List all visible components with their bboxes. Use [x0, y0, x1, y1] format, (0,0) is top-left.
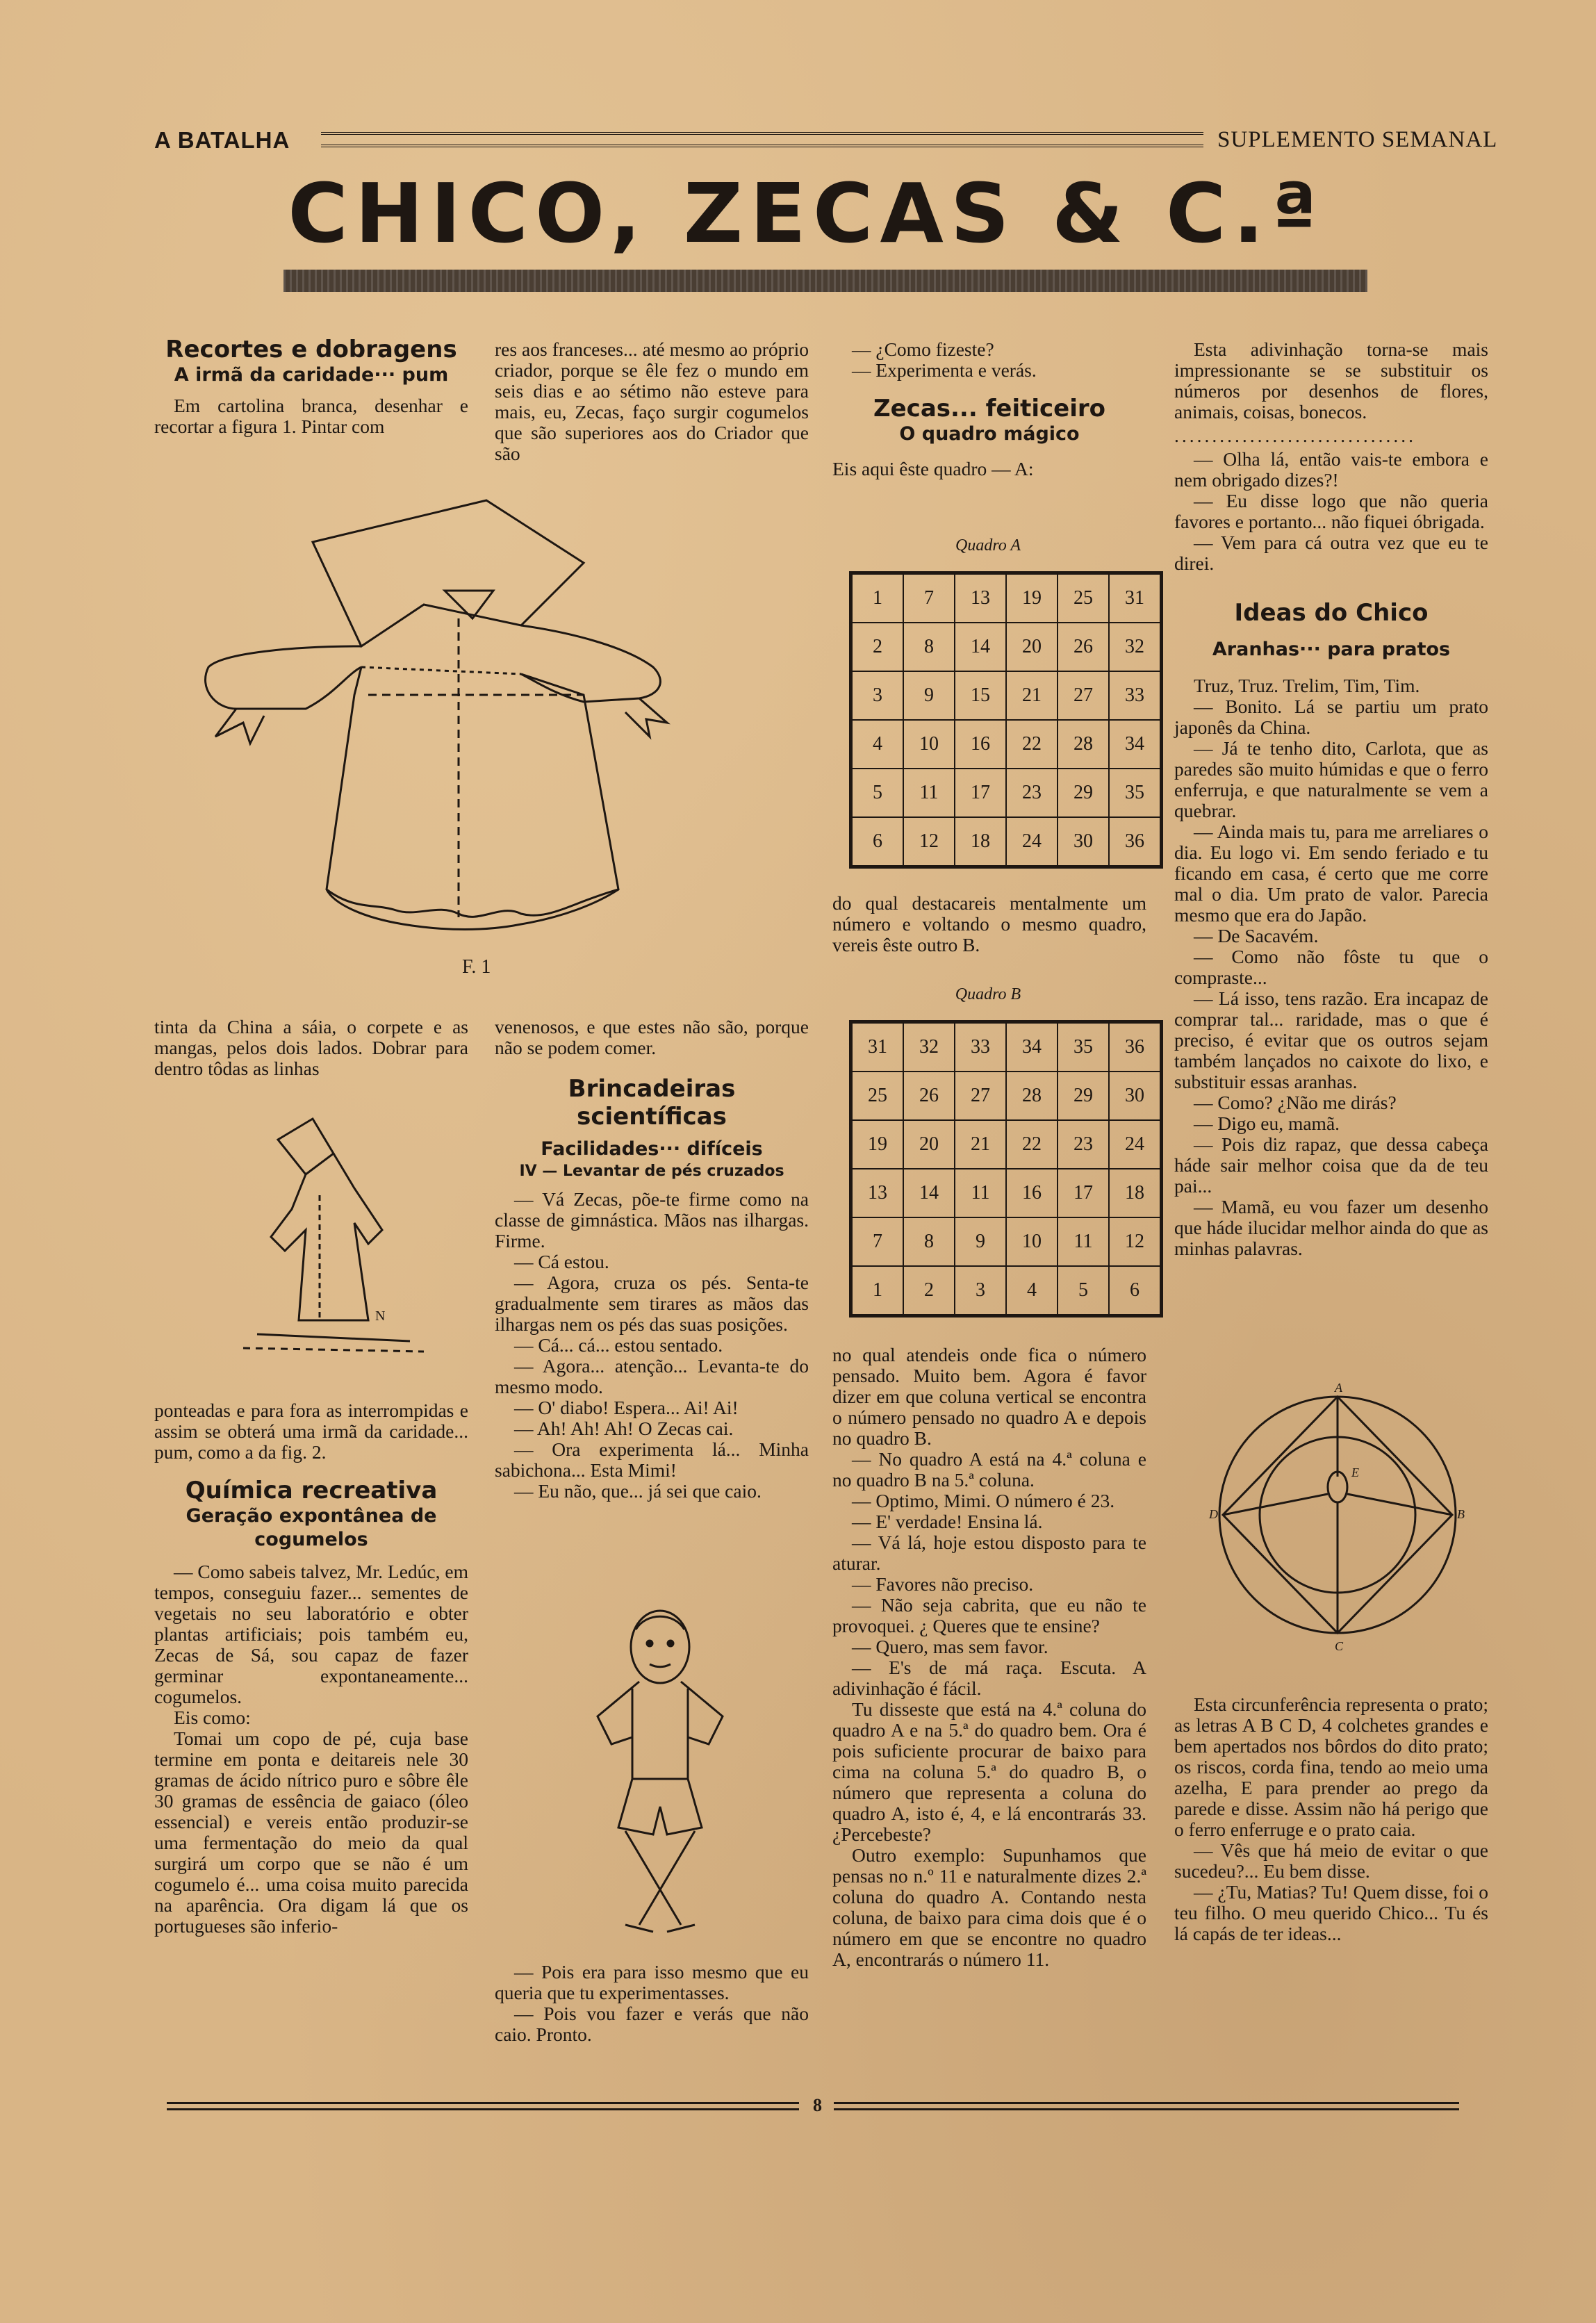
page-title: CHICO, ZECAS & C.ª [288, 165, 1324, 261]
table-cell: 24 [1109, 1120, 1162, 1169]
table-cell: 3 [851, 671, 904, 720]
column-4-bottom [1174, 1694, 1488, 1944]
dialog-line: — E' verdade! Ensina lá. [852, 1511, 1043, 1532]
table-cell: 1 [851, 1266, 904, 1316]
table-row [851, 1022, 1162, 1072]
table-b-caption: Quadro B [955, 985, 1021, 1003]
table-row [851, 1266, 1162, 1316]
table-cell: 28 [1058, 720, 1109, 769]
dialog-line: — ¿Como fizeste? [852, 338, 994, 360]
table-cell: 12 [903, 817, 955, 867]
table-cell: 34 [1006, 1022, 1058, 1072]
subheading-geracao: Geração expontânea de cogumelos [186, 1505, 437, 1550]
dialog-line: Truz, Truz. Trelim, Tim, Tim. [1194, 675, 1420, 696]
figure-1-label: F. 1 [462, 956, 491, 978]
table-cell: 35 [1058, 1022, 1109, 1072]
table-cell: 2 [903, 1266, 955, 1316]
table-cell: 30 [1109, 1072, 1162, 1120]
title-bar [283, 270, 1367, 292]
table-cell: 4 [1006, 1266, 1058, 1316]
table-cell: 32 [1109, 623, 1162, 671]
column-3-mid [832, 893, 1146, 955]
table-cell: 13 [851, 1169, 904, 1217]
dialog-line: — O' diabo! Espera... Ai! Ai! [514, 1397, 739, 1418]
table-cell: 23 [1006, 769, 1058, 817]
table-cell: 33 [955, 1022, 1006, 1072]
diagram-label-c: C [1335, 1639, 1344, 1653]
table-cell: 11 [903, 769, 955, 817]
dialog-line: — Agora... atenção... Levanta-te do mesmo modo. [495, 1355, 809, 1397]
table-row [851, 623, 1162, 671]
figure-1-pattern [195, 486, 750, 1001]
table-cell: 16 [1006, 1169, 1058, 1217]
table-cell: 6 [1109, 1266, 1162, 1316]
subheading-aranhas: Aranhas··· para pratos [1212, 639, 1451, 660]
dialog-line: — Experimenta e verás. [852, 359, 1037, 381]
table-cell: 6 [851, 817, 904, 867]
dialog-line: — Cá estou. [514, 1251, 609, 1272]
column-2-mid [495, 1017, 809, 1502]
masthead-left: A BATALHA [154, 127, 290, 153]
table-cell: 7 [903, 573, 955, 623]
table-cell: 25 [851, 1072, 904, 1120]
dialog-line: — Bonito. Lá se partiu um prato japonês da China. [1174, 696, 1488, 738]
dialog-line: — Não seja cabrita, que eu não te provoquei. ¿ Queres que te ensine? [832, 1594, 1146, 1636]
paragraph: ponteadas e para fora as interrompidas e assim se obterá uma irmã da caridade... pum, como a da fig. 2. [154, 1399, 468, 1463]
subheading-facilidades: Facilidades··· difíceis [541, 1138, 763, 1160]
table-cell: 5 [851, 769, 904, 817]
table-cell: 30 [1058, 817, 1109, 867]
plate-diagram [1206, 1372, 1470, 1657]
page-number: 8 [813, 2095, 822, 2115]
diagram-label-e: E [1351, 1466, 1359, 1479]
paragraph: Outro exemplo: Supunhamos que pensas no n.º 11 e naturalmente dizes 2.ª coluna do quadro A. Contando nesta coluna, de baixo para cima dois que é o número em que se encontre no quadro A, encontrarás o número 11. [832, 1844, 1146, 1970]
table-cell: 22 [1006, 1120, 1058, 1169]
table-cell: 31 [1109, 573, 1162, 623]
paragraph: Tomai um copo de pé, cuja base termine em ponta e deitareis nele 30 gramas de ácido nítrico puro e sôbre êle 30 gramas de essência de gaiaco (óleo essencial) e vereis então produzir-se uma fermentação do meio da qual surgirá um corpo que se não é um cogumelo é... uma coisa muito parecida na aparência. Ora digam lá que os portugueses são inferio- [154, 1727, 468, 1937]
diagram-label-a: A [1335, 1381, 1342, 1395]
paragraph: Esta adivinhação torna-se mais impressionante se se substituir os números por desenhos de flores, animais, coisas, bonecos. [1174, 338, 1488, 422]
table-cell: 34 [1109, 720, 1162, 769]
dialog-line: — Olha lá, então vais-te embora e nem obrigado dizes?! [1174, 448, 1488, 491]
table-cell: 2 [851, 623, 904, 671]
dialog-line: — Lá isso, tens razão. Era incapaz de comprar tal... raridade, mas o que é preciso, é evitar que os outros sejam também lançados no caixote do lixo, e substituir essas aranhas. [1174, 987, 1488, 1092]
table-row [851, 1169, 1162, 1217]
column-1c [154, 1400, 468, 1937]
table-cell: 33 [1109, 671, 1162, 720]
dialog-line: — Vem para cá outra vez que eu te direi. [1174, 532, 1488, 574]
table-cell: 35 [1109, 769, 1162, 817]
figure-2-sister [229, 1112, 438, 1362]
dialog-line: — Favores não preciso. [852, 1573, 1034, 1595]
table-row [851, 671, 1162, 720]
table-cell: 23 [1058, 1120, 1109, 1169]
table-cell: 4 [851, 720, 904, 769]
table-cell: 17 [1058, 1169, 1109, 1217]
dialog-line: — No quadro A está na 4.ª coluna e no quadro B na 5.ª coluna. [832, 1448, 1146, 1491]
table-row [851, 720, 1162, 769]
dialog-line: — Pois vou fazer e verás que não caio. Pronto. [495, 2003, 809, 2045]
table-row [851, 1120, 1162, 1169]
heading-zecas-feiticeiro: Zecas... feiticeiro [873, 395, 1106, 422]
dialog-line: — Já te tenho dito, Carlota, que as paredes são muito húmidas e que o ferro enferruja, e que naturalmente se vem a quebrar. [1174, 737, 1488, 821]
table-cell: 9 [955, 1217, 1006, 1266]
table-cell: 12 [1109, 1217, 1162, 1266]
table-cell: 31 [851, 1022, 904, 1072]
table-cell: 7 [851, 1217, 904, 1266]
heading-quimica: Química recreativa [185, 1477, 438, 1504]
table-cell: 11 [1058, 1217, 1109, 1266]
dialog-line: — Pois era para isso mesmo que eu queria que tu experimentasses. [495, 1961, 809, 2003]
header-rule [321, 132, 1203, 147]
dialog-line: — Ah! Ah! Ah! O Zecas cai. [514, 1418, 734, 1439]
paragraph: Eis aqui êste quadro — A: [832, 458, 1034, 479]
paragraph: tinta da China a sáia, o corpete e as mangas, pelos dois lados. Dobrar para dentro tôdas as linhas [154, 1016, 468, 1079]
magic-square-b [849, 1020, 1163, 1318]
diagram-label-b: B [1457, 1507, 1465, 1521]
table-cell: 26 [1058, 623, 1109, 671]
dialog-line: — Como? ¿Não me dirás? [1194, 1092, 1397, 1113]
table-cell: 27 [955, 1072, 1006, 1120]
paragraph: no qual atendeis onde fica o número pensado. Muito bem. Agora é favor dizer em que coluna vertical se encontra o número pensado no quadro A e depois no quadro B. [832, 1344, 1146, 1449]
table-row [851, 817, 1162, 867]
paragraph: Eis como: [174, 1707, 251, 1728]
masthead-right: SUPLEMENTO SEMANAL [1217, 127, 1498, 152]
table-cell: 26 [903, 1072, 955, 1120]
paragraph: do qual destacareis mentalmente um número e voltando o mesmo quadro, vereis êste outro B. [832, 892, 1146, 955]
column-3-bottom [832, 1345, 1146, 1970]
footer-rule-right [834, 2102, 1459, 2110]
table-cell: 8 [903, 623, 955, 671]
figure-2-label: N [375, 1308, 386, 1324]
table-cell: 14 [903, 1169, 955, 1217]
table-cell: 24 [1006, 817, 1058, 867]
table-cell: 28 [1006, 1072, 1058, 1120]
dialog-line: — Quero, mas sem favor. [852, 1636, 1048, 1657]
subheading-levantar: IV — Levantar de pés cruzados [519, 1163, 784, 1180]
footer-rule-left [167, 2102, 799, 2110]
dialog-line: — Vá lá, hoje estou disposto para te aturar. [832, 1532, 1146, 1574]
table-row [851, 769, 1162, 817]
table-cell: 29 [1058, 769, 1109, 817]
dialog-line: — Agora, cruza os pés. Senta-te gradualmente sem tirares as mãos das ilhargas nem os pés das suas posições. [495, 1272, 809, 1335]
dialog-line: — Vá Zecas, põe-te firme como na classe de gimnástica. Mãos nas ilhargas. Firme. [495, 1188, 809, 1251]
table-cell: 1 [851, 573, 904, 623]
table-a-caption: Quadro A [955, 536, 1021, 555]
table-cell: 10 [1006, 1217, 1058, 1266]
table-cell: 21 [955, 1120, 1006, 1169]
table-cell: 19 [1006, 573, 1058, 623]
dialog-line: — Eu disse logo que não queria favores e portanto... não fiquei óbrigada. [1174, 490, 1488, 532]
table-cell: 18 [1109, 1169, 1162, 1217]
subheading-irma: A irmã da caridade··· pum [174, 364, 449, 386]
column-4-top [1174, 339, 1488, 1259]
heading-brincadeiras: Brincadeiras scientíficas [568, 1075, 736, 1131]
table-cell: 14 [955, 623, 1006, 671]
table-cell: 8 [903, 1217, 955, 1266]
table-cell: 32 [903, 1022, 955, 1072]
paragraph: res aos franceses... até mesmo ao próprio criador, porque se êle fez o mundo em seis dias e ao sétimo não esteve para mais, eu, Zecas, faço surgir cogumelos que são superiores aos do Criador que são [495, 338, 809, 464]
table-row [851, 1072, 1162, 1120]
table-cell: 19 [851, 1120, 904, 1169]
table-cell: 5 [1058, 1266, 1109, 1316]
column-2-top [495, 339, 809, 464]
paragraph: Tu disseste que está na 4.ª coluna do quadro A e na 5.ª do quadro bem. Ora é pois suficiente procurar de baixo para cima na coluna 5.ª do quadro B, o número que representa a coluna do quadro A, isto é, 4, e lá encontrarás 33. ¿Percebeste? [832, 1698, 1146, 1845]
table-cell: 25 [1058, 573, 1109, 623]
column-2-bottom [495, 1962, 809, 2045]
table-row [851, 1217, 1162, 1266]
table-cell: 18 [955, 817, 1006, 867]
table-cell: 17 [955, 769, 1006, 817]
dialog-line: — Pois diz rapaz, que dessa cabeça háde sair melhor coisa que da de teu pai... [1174, 1133, 1488, 1197]
heading-recortes: Recortes e dobragens [165, 336, 457, 363]
column-3-top [832, 339, 1146, 479]
table-cell: 22 [1006, 720, 1058, 769]
table-cell: 36 [1109, 1022, 1162, 1072]
table-cell: 3 [955, 1266, 1006, 1316]
table-cell: 16 [955, 720, 1006, 769]
heading-ideas-chico: Ideas do Chico [1234, 599, 1429, 627]
boy-illustration [556, 1598, 764, 1960]
dialog-line: — De Sacavém. [1194, 925, 1319, 946]
table-row [851, 573, 1162, 623]
dialog-line: — Vês que há meio de evitar o que sucedeu?... Eu bem disse. [1174, 1839, 1488, 1882]
table-cell: 13 [955, 573, 1006, 623]
table-cell: 11 [955, 1169, 1006, 1217]
paragraph: Em cartolina branca, desenhar e recortar a figura 1. Pintar com [154, 395, 468, 437]
table-cell: 9 [903, 671, 955, 720]
paragraph: Esta circunferência representa o prato; as letras A B C D, 4 colchetes grandes e bem apertados nos bôrdos do dito prato; os riscos, corda fina, tendo ao meio uma azelha, E para prender ao prego da parede e disse. Assim não há perigo que o ferro enferruge e o prato caia. [1174, 1693, 1488, 1840]
dotted-separator: ................................ [1174, 425, 1416, 446]
subheading-quadro-magico: O quadro mágico [899, 423, 1080, 445]
magic-square-a [849, 571, 1163, 869]
dialog-line: — Eu não, que... já sei que caio. [514, 1480, 762, 1502]
table-cell: 29 [1058, 1072, 1109, 1120]
dialog-line: — Digo eu, mamã. [1194, 1113, 1340, 1134]
dialog-line: — Mamã, eu vou fazer um desenho que háde ilucidar melhor ainda do que as minhas palavras. [1174, 1196, 1488, 1259]
dialog-line: — Ainda mais tu, para me arreliares o dia. Eu logo vi. Em sendo feriado e tu ficando em casa, é certo que me corre mal o dia. Um prato de valor. Parecia mesmo que era do Japão. [1174, 821, 1488, 926]
dialog-line: — Optimo, Mimi. O número é 23. [852, 1490, 1115, 1511]
paragraph: — Como sabeis talvez, Mr. Ledúc, em tempos, conseguiu fazer... sementes de vegetais no seu laboratório e obter plantas artificiais; pois também eu, Zecas de Sá, sou capaz de fazer germinar expontaneamente... cogumelos. [154, 1561, 468, 1707]
dialog-line: — E's de má raça. Escuta. A adivinhação é fácil. [832, 1657, 1146, 1699]
dialog-line: — ¿Tu, Matias? Tu! Quem disse, foi o teu filho. O meu querido Chico... Tu és lá capás de ter ideas... [1174, 1881, 1488, 1944]
table-cell: 21 [1006, 671, 1058, 720]
dialog-line: — Como não fôste tu que o compraste... [1174, 946, 1488, 988]
column-1 [154, 336, 468, 437]
column-1b [154, 1017, 468, 1079]
table-cell: 27 [1058, 671, 1109, 720]
table-cell: 20 [1006, 623, 1058, 671]
table-cell: 20 [903, 1120, 955, 1169]
table-cell: 36 [1109, 817, 1162, 867]
dialog-line: — Cá... cá... estou sentado. [514, 1334, 723, 1356]
table-cell: 15 [955, 671, 1006, 720]
dialog-line: — Ora experimenta lá... Minha sabichona... Esta Mimi! [495, 1438, 809, 1481]
diagram-label-d: D [1209, 1507, 1218, 1521]
paragraph: venenosos, e que estes não são, porque não se podem comer. [495, 1016, 809, 1058]
table-cell: 10 [903, 720, 955, 769]
